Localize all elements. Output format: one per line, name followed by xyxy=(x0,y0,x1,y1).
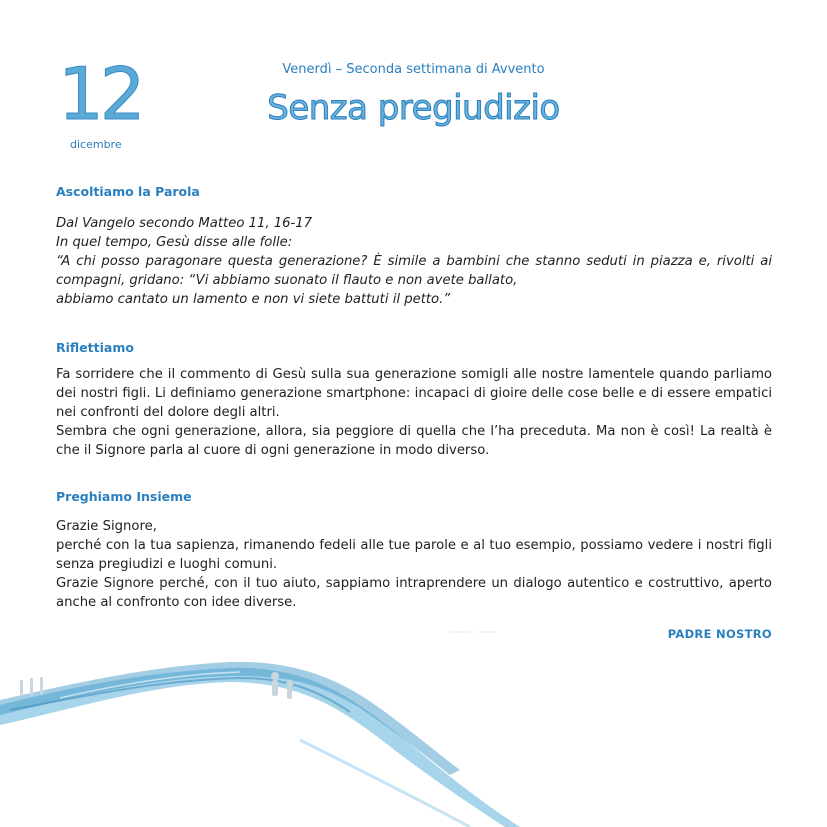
closing-prayer: PADRE NOSTRO xyxy=(667,627,772,641)
gospel-reference: Dal Vangelo secondo Matteo 11, 16-17 xyxy=(56,216,313,231)
gospel-line: “A chi posso paragonare questa generazione? È simile a bambini che stanno seduti in piazza e, rivolti ai compagni, gridano: “Vi abbiamo suonato il flauto e non avete ballato, xyxy=(56,254,772,288)
section-heading-listen: Ascoltiamo la Parola xyxy=(56,184,200,199)
page-subtitle: Venerdì – Seconda settimana di Avvento xyxy=(282,62,545,77)
month-label: dicembre xyxy=(70,138,122,151)
prayer-paragraph: perché con la tua sapienza, rimanendo fedeli alle tue parole e al tuo esempio, possiamo vedere i nostri figli senza pregiudizi e luoghi comuni. xyxy=(56,538,772,572)
reflection-paragraph: Sembra che ogni generazione, allora, sia peggiore di quella che l’ha preceduta. Ma non è così! La realtà è che il Signore parla al cuore di ogni generazione in modo diverso. xyxy=(56,424,772,458)
gospel-text xyxy=(56,214,772,309)
watercolor-hill-illustration xyxy=(0,620,827,827)
day-number: 12 xyxy=(58,52,142,136)
prayer-paragraph: Grazie Signore perché, con il tuo aiuto, sappiamo intraprendere un dialogo autentico e costruttivo, aperto anche al confronto con idee diverse. xyxy=(56,576,772,610)
reflection-text xyxy=(56,365,772,460)
gospel-line: abbiamo cantato un lamento e non vi siete battuti il petto.” xyxy=(56,292,451,307)
section-heading-reflect: Riflettiamo xyxy=(56,340,134,355)
reflection-paragraph: Fa sorridere che il commento di Gesù sulla sua generazione somigli alle nostre lamentele quando parliamo dei nostri figli. Li definiamo generazione smartphone: incapaci di gioire delle cose belle e di essere empatici nei confronti del dolore degli altri. xyxy=(56,367,772,420)
section-heading-pray: Preghiamo Insieme xyxy=(56,489,192,504)
gospel-line: In quel tempo, Gesù disse alle folle: xyxy=(56,235,293,250)
prayer-text xyxy=(56,517,772,612)
page-title: Senza pregiudizio xyxy=(267,88,560,128)
prayer-paragraph: Grazie Signore, xyxy=(56,519,157,534)
